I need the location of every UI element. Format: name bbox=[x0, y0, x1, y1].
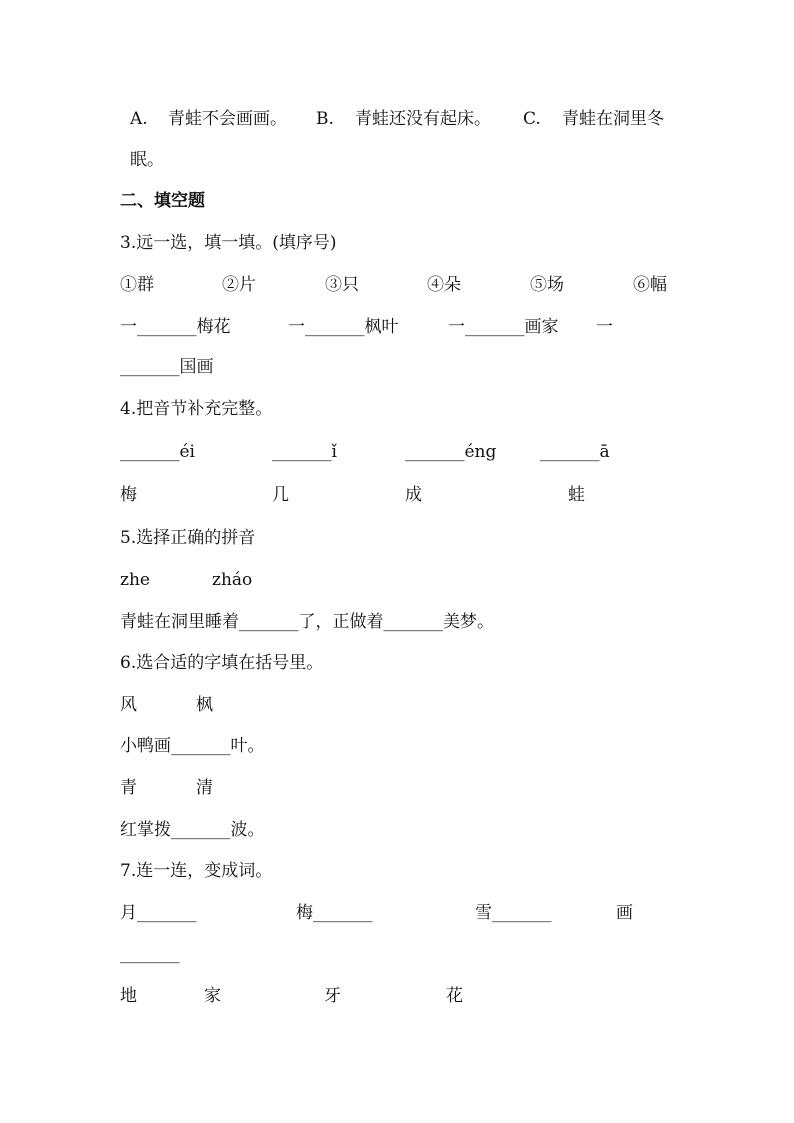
option-b-text: 青蛙还没有起床。 bbox=[355, 109, 491, 129]
q7-word: 雪_______ bbox=[475, 903, 552, 923]
q3-blank: 一_______枫叶 bbox=[288, 317, 399, 337]
q7-char: 家 bbox=[204, 986, 221, 1006]
q3-blank: 一 bbox=[596, 317, 613, 337]
option-c-letter: C. bbox=[523, 109, 541, 129]
q7-word: 画 bbox=[616, 903, 633, 923]
q4-blank: _______ā bbox=[540, 442, 610, 462]
section-title: 二、填空题 bbox=[120, 191, 205, 211]
q5-prompt: 5.选择正确的拼音 bbox=[120, 528, 256, 548]
q4-blank: _______ǐ bbox=[272, 442, 337, 462]
q7-char: 花 bbox=[446, 986, 463, 1006]
q4-char: 蛙 bbox=[568, 485, 585, 505]
q4-char: 成 bbox=[405, 485, 422, 505]
q6-prompt: 6.选合适的字填在括号里。 bbox=[120, 653, 324, 673]
option-b-letter: B. bbox=[316, 109, 334, 129]
q4-prompt: 4.把音节补充完整。 bbox=[120, 399, 273, 419]
q3-prompt: 3.远一选，填一填。(填序号) bbox=[120, 233, 337, 253]
q6-char: 风 bbox=[120, 695, 137, 715]
q7-wrap: _______ bbox=[120, 944, 180, 964]
q6-sentence2: 红掌拨_______波。 bbox=[120, 820, 265, 840]
q3-blank: 一_______梅花 bbox=[120, 317, 231, 337]
q4-blank: _______éng bbox=[405, 442, 497, 462]
q3-option: ⑥幅 bbox=[633, 275, 667, 295]
q4-char: 几 bbox=[272, 485, 289, 505]
q3-blank: 一_______画家 bbox=[448, 317, 559, 337]
option-a-letter: A. bbox=[130, 109, 148, 129]
q5-option: zhe bbox=[120, 570, 150, 590]
q5-sentence: 青蛙在洞里睡着_______了，正做着_______美梦。 bbox=[120, 612, 494, 632]
option-a-text: 青蛙不会画画。 bbox=[168, 109, 287, 129]
q3-option: ⑤场 bbox=[530, 275, 564, 295]
q3-option: ④朵 bbox=[427, 275, 461, 295]
q7-word: 梅_______ bbox=[296, 903, 373, 923]
option-c-wrap: 眠。 bbox=[130, 150, 164, 170]
q7-char: 地 bbox=[120, 986, 137, 1006]
q7-word: 月_______ bbox=[120, 903, 197, 923]
q3-option: ③只 bbox=[325, 275, 359, 295]
q6-sentence1: 小鸭画_______叶。 bbox=[120, 736, 265, 756]
q3-option: ②片 bbox=[222, 275, 256, 295]
option-c-text: 青蛙在洞里冬 bbox=[562, 109, 664, 129]
q6-char: 清 bbox=[196, 778, 213, 798]
q4-blank: _______éi bbox=[120, 442, 195, 462]
q3-option: ①群 bbox=[120, 275, 154, 295]
q5-option: zháo bbox=[212, 570, 253, 590]
q6-char: 青 bbox=[120, 778, 137, 798]
q6-char: 枫 bbox=[196, 695, 213, 715]
q3-wrap: _______国画 bbox=[120, 357, 214, 377]
q7-char: 牙 bbox=[324, 986, 341, 1006]
q7-prompt: 7.连一连，变成词。 bbox=[120, 861, 273, 881]
q4-char: 梅 bbox=[120, 485, 137, 505]
